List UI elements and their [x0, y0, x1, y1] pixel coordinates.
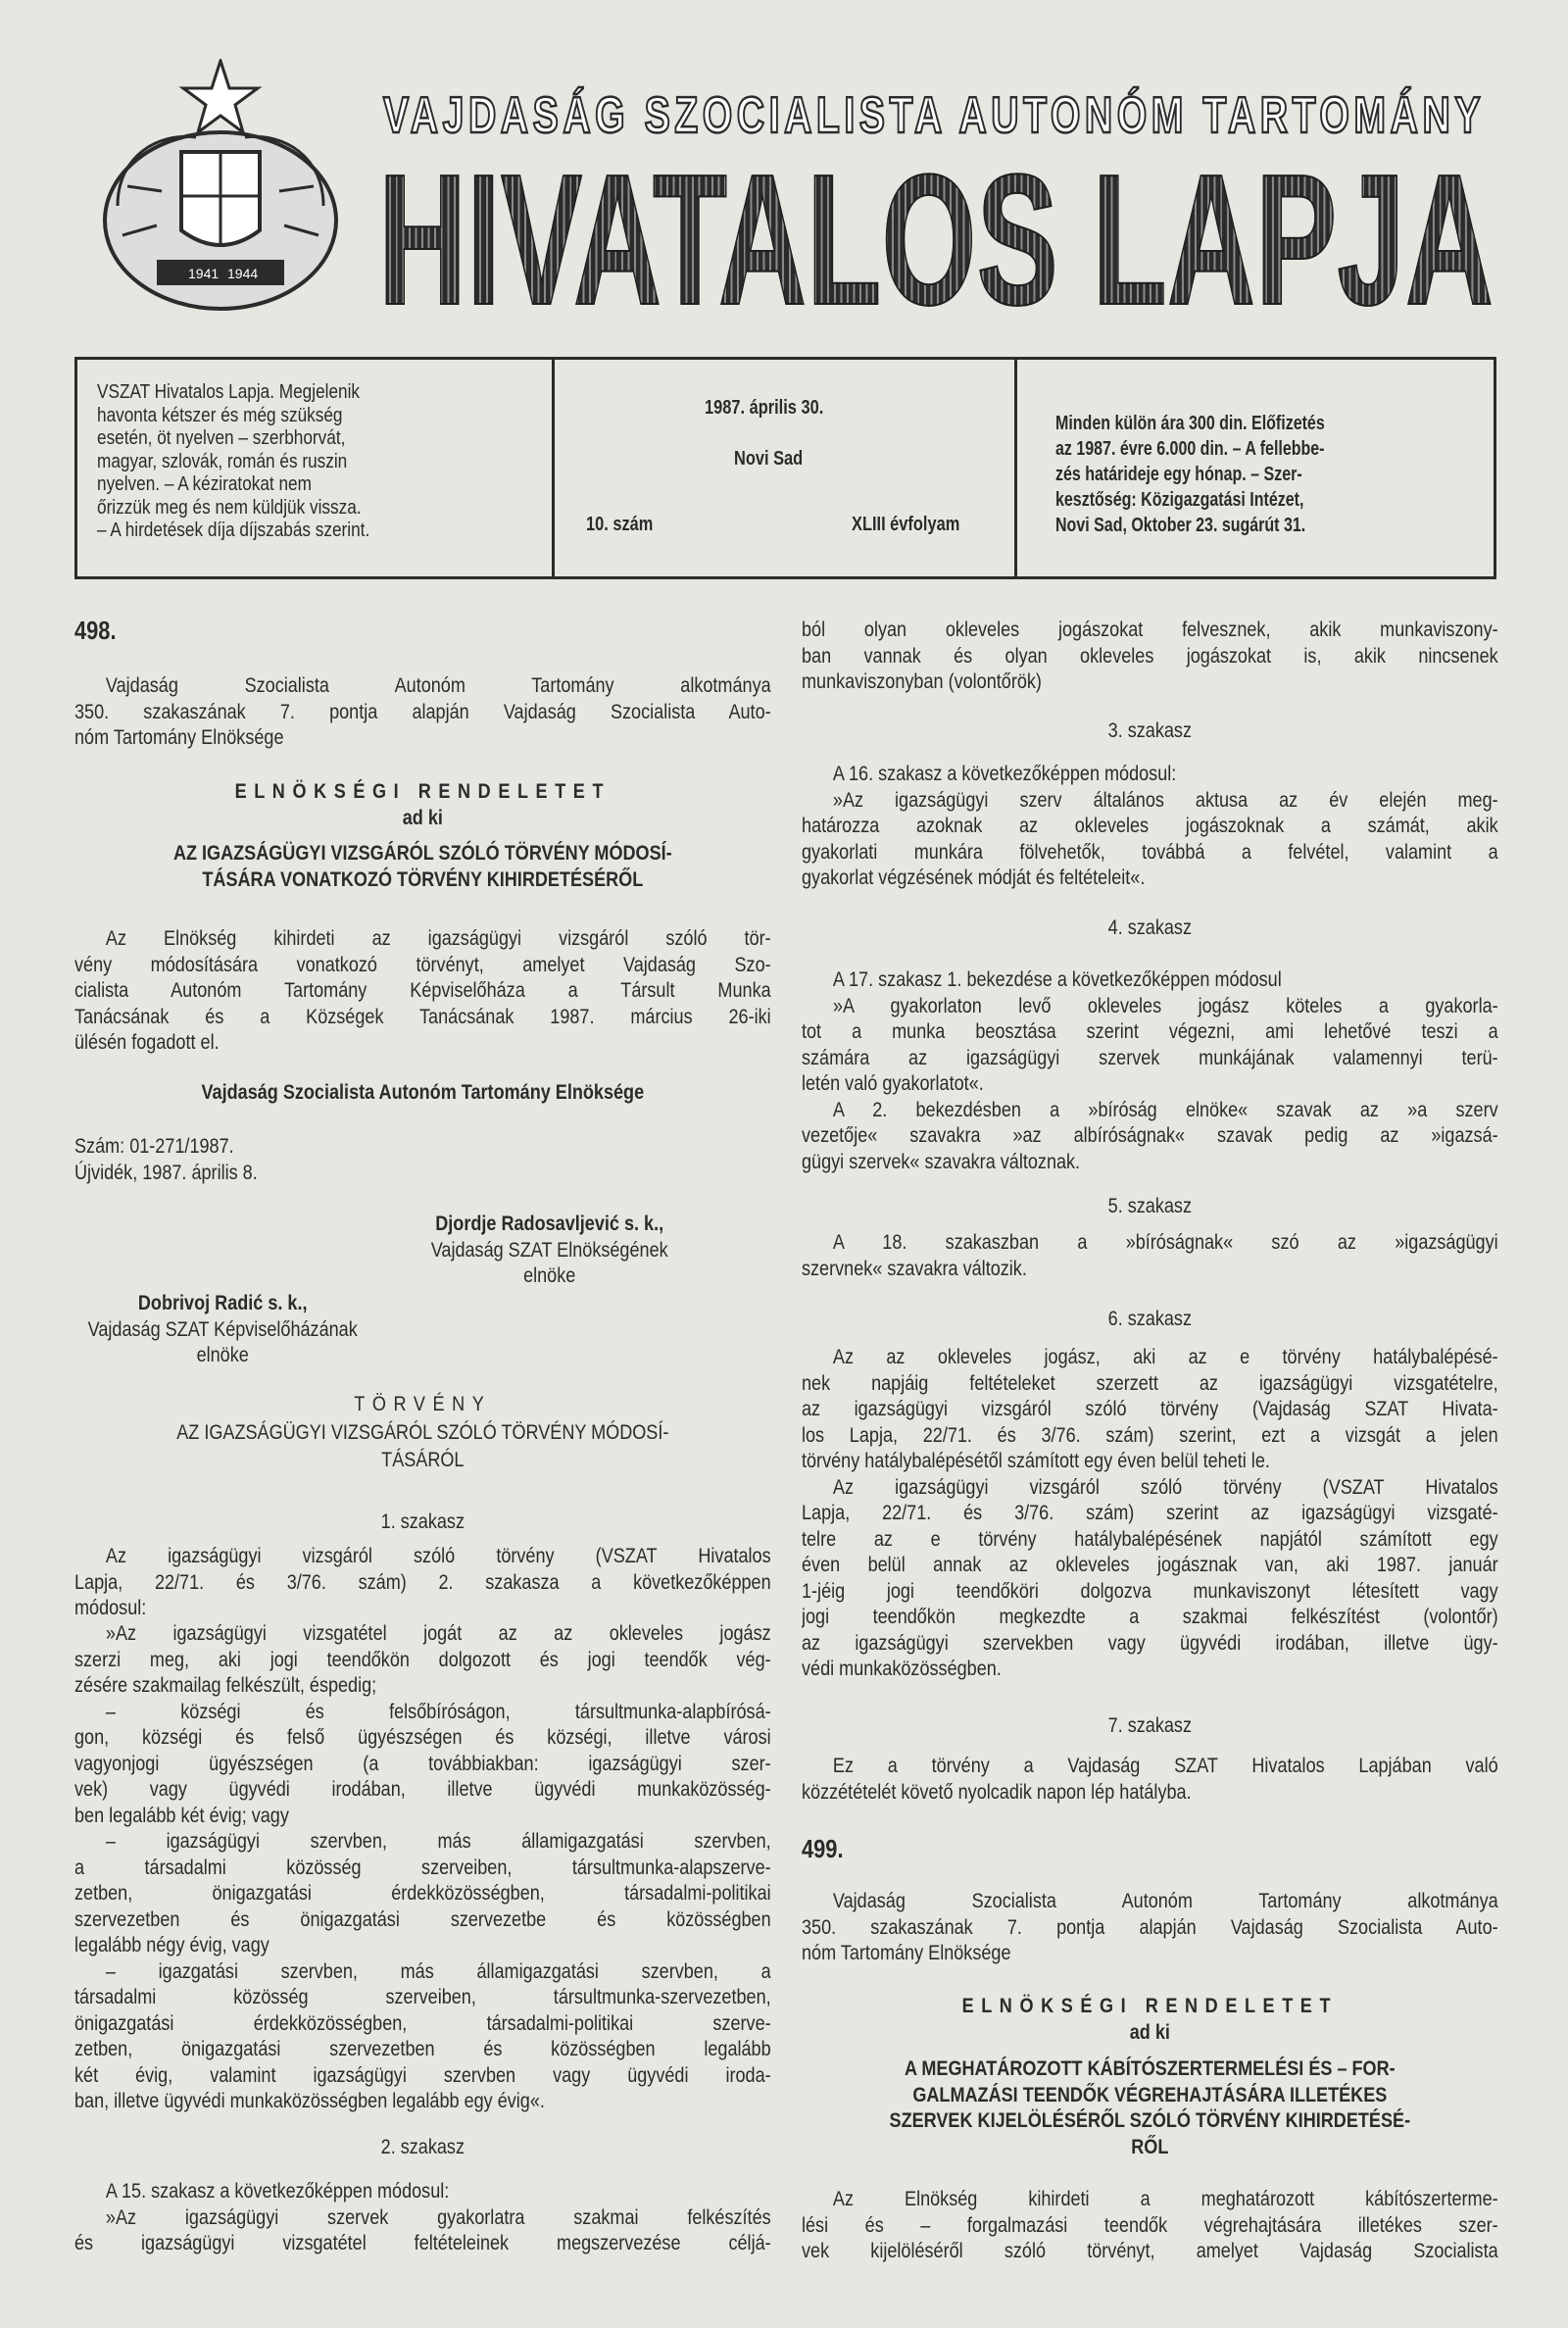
heading	[802, 1306, 1498, 1332]
text-line: »Az igazságügyi vizsgatétel jogát az az okleveles jogász	[105, 1621, 771, 1645]
text-line: AZ IGAZSÁGÜGYI VIZSGÁRÓL SZÓLÓ TÖRVÉNY MÓDOSÍ-	[176, 1419, 669, 1444]
heading	[802, 915, 1498, 941]
text-line: törvény hatálybalépésétől számított egy éven belül teheti le.	[802, 1449, 1270, 1472]
text-line: »Az igazságügyi szervek gyakorlatra szakmai felkészítés	[105, 2204, 771, 2229]
text-paragraphs	[802, 617, 1498, 695]
text-line: 498.	[74, 616, 117, 645]
text-line: védi munkaközösségben.	[802, 1657, 1002, 1680]
volume-number: XLIII évfolyam	[852, 514, 960, 535]
text-line: los Lapja, 22/71. és 3/76. szám) szerint, ezt a vizsgát a jelen	[802, 1422, 1498, 1447]
text-line: Vajdaság Szocialista Autonóm Tartomány Elnöksége	[201, 1080, 645, 1104]
notice-line: VSZAT Hivatalos Lapja. Megjelenik	[97, 381, 361, 403]
heading	[74, 1390, 771, 1474]
text-line: gügyi szervek« szavakra változnak.	[802, 1149, 1081, 1173]
text-line: 499.	[802, 1834, 844, 1863]
text-line: – községi és felsőbíróságon, társultmunka-alapbírósá-	[105, 1699, 771, 1723]
text-line: szervezetben és önigazgatási szervezetbe és közösségben	[74, 1907, 771, 1931]
text-line: szerzi meg, aki jogi teendőkön dolgozott és jogi teendők vég-	[74, 1647, 771, 1671]
signature-block	[74, 1290, 771, 1368]
text-paragraphs	[802, 1229, 1498, 1281]
text-line: ELNÖKSÉGI RENDELETET	[961, 1994, 1339, 2017]
coat-of-arms-emblem	[98, 59, 343, 314]
text-line: letén való gyakorlatot«.	[802, 1071, 984, 1095]
section-number	[802, 1836, 1498, 1862]
text-line: 350. szakaszának 7. pontja alapján Vajdaság Szocialista Auto-	[802, 1914, 1498, 1939]
text-line: gyakorlati munkára fölvehetők, továbbá a felvétel, valamint a	[802, 839, 1498, 864]
text-line: SZERVEK KIJELÖLÉSÉRŐL SZÓLÓ TÖRVÉNY KIHIRDETÉSÉ-	[889, 2108, 1411, 2132]
text-line: RŐL	[1131, 2134, 1169, 2158]
text-line: jogi teendőkön megkezdte a szakmai felkészítést (volontőr)	[802, 1605, 1498, 1628]
heading	[802, 1712, 1498, 1739]
text-line: Az Elnökség kihirdeti a meghatározott kábítószerterme-	[832, 2187, 1498, 2210]
box-divider	[552, 360, 555, 576]
text-paragraphs	[74, 925, 771, 1056]
text-line: – igazgatási szervben, más államigazgatási szervben, a	[105, 1958, 771, 1983]
text-line: Vajdaság Szocialista Autonóm Tartomány alkotmánya	[105, 673, 771, 697]
text-line: vény módosítására vonatkozó törvényt, amelyet Vajdaság Szo-	[74, 952, 771, 976]
text-line: az igazságügyi szervekben vagy ügyvédi irodában, illetve ügy-	[802, 1630, 1498, 1655]
price-line: Minden külön ára 300 din. Előfizetés	[1055, 413, 1325, 434]
text-line: ban, illetve ügyvédi munkaközösségben legalább egy évig«.	[74, 2089, 545, 2112]
notice-line: őrizzük meg és nem küldjük vissza.	[97, 496, 362, 519]
heading	[74, 778, 771, 830]
text-line: Vajdaság SZAT Képviselőházának	[87, 1316, 358, 1341]
text-line: Vajdaság SZAT Elnökségének	[430, 1237, 668, 1262]
text-line: gyakorlat végzésének módját és feltételeit«.	[802, 866, 1146, 889]
text-line: ad ki	[1129, 2019, 1170, 2044]
text-line: nóm Tartomány Elnöksége	[74, 725, 284, 749]
text-line: két évig, valamint igazságügyi szervben vagy ügyvédi iroda-	[74, 2062, 771, 2087]
heading	[802, 2056, 1498, 2159]
text-line: 4. szakasz	[1107, 916, 1192, 939]
text-line: TÁSÁRA VONATKOZÓ TÖRVÉNY KIHIRDETÉSÉRŐL	[202, 867, 644, 891]
text-line: számára az igazságügyi szervek munkájának valamennyi terü-	[802, 1045, 1498, 1069]
text-line: Lapja, 22/71. és 3/76. szám) 2. szakasza a következőképpen	[74, 1569, 771, 1594]
text-line: Az igazságügyi vizsgáról szóló törvény (VSZAT Hivatalos	[832, 1474, 1498, 1499]
text-line: határozza azoknak az okleveles jogászoknak a számát, akik	[802, 814, 1498, 837]
text-line: vezetője« szavakra »az albíróságnak« szavak pedig az »igazsá-	[802, 1123, 1498, 1147]
text-line: a társadalmi közösség szerveiben, társultmunka-alapszerve-	[74, 1855, 771, 1879]
text-line: – igazságügyi szervben, más államigazgatási szervben,	[105, 1829, 771, 1853]
text-paragraphs	[74, 672, 771, 751]
masthead-title: HIVATALOS LAPJA	[378, 136, 1494, 344]
text-line: ad ki	[402, 805, 443, 829]
text-paragraphs	[802, 2186, 1498, 2264]
text-line: zetben, önigazgatási érdekközösségben, társadalmi-politikai	[74, 1881, 771, 1905]
heading	[74, 1509, 771, 1535]
price-line: kesztőség: Közigazgatási Intézet,	[1055, 489, 1304, 511]
section-number	[74, 618, 771, 644]
signature-block	[74, 1211, 771, 1289]
text-line: TÖRVÉNY	[354, 1392, 492, 1415]
notice-line: nyelven. – A kéziratokat nem	[97, 473, 312, 495]
issue-date: 1987. április 30.	[705, 397, 824, 419]
notice-line: magyar, szlovák, román és ruszin	[97, 450, 348, 472]
text-line: Vajdaság Szocialista Autonóm Tartomány alkotmánya	[832, 1889, 1498, 1912]
text-line: Lapja, 22/71. és 3/76. szám) szerint az igazságügyi vizsgaté-	[802, 1501, 1498, 1524]
text-line: Szám: 01-271/1987.	[74, 1134, 234, 1158]
text-line: 7. szakasz	[1107, 1713, 1192, 1737]
heading	[802, 718, 1498, 744]
publication-info-box	[74, 357, 1496, 579]
publication-notice	[97, 381, 369, 543]
masthead-subtitle: VAJDASÁG SZOCIALISTA AUTONÓM TARTOMÁNY	[383, 87, 1485, 144]
text-line: és igazságügyi vizsgatétel feltételeinek megszervezése céljá-	[74, 2231, 771, 2254]
text-line: éven belül annak az okleveles jogásznak van, aki 1987. január	[802, 1553, 1498, 1576]
text-line: Az igazságügyi vizsgáról szóló törvény (VSZAT Hivatalos	[105, 1544, 771, 1567]
notice-line: esetén, öt nyelven – szerbhorvát,	[97, 427, 346, 449]
text-line: 1. szakasz	[380, 1510, 465, 1533]
text-paragraphs	[802, 761, 1498, 891]
text-paragraphs	[802, 1753, 1498, 1805]
text-line: lési és – forgalmazási teendők végrehajtására illetékes szer-	[802, 2212, 1498, 2237]
heading	[74, 2134, 771, 2160]
text-paragraphs	[802, 1344, 1498, 1682]
text-line: tot a munka beosztása szerint végezni, ami lehetővé teszi a	[802, 1019, 1498, 1043]
text-line: 350. szakaszának 7. pontja alapján Vajdaság Szocialista Auto-	[74, 699, 771, 723]
text-line: legalább négy évig, vagy	[74, 1933, 270, 1957]
notice-line: havonta kétszer és még szükség	[97, 404, 343, 426]
text-paragraphs	[802, 966, 1498, 1174]
text-line: 6. szakasz	[1107, 1307, 1192, 1330]
price-and-editorial-info	[1055, 411, 1325, 538]
text-line: nek napjáig feltételeket szerzett az igazságügyi vizsgatételre,	[802, 1370, 1498, 1395]
text-line: ülésén fogadott el.	[74, 1030, 220, 1054]
text-line: szervnek« szavakra változik.	[802, 1256, 1027, 1280]
text-line: Az Elnökség kihirdeti az igazságügyi vizsgáról szóló tör-	[105, 926, 771, 950]
text-line: elnöke	[196, 1343, 249, 1366]
emblem-year-right: 1944	[227, 266, 259, 281]
text-line: telre az e törvény hatálybalépésének napjától számított egy	[802, 1526, 1498, 1551]
text-line: vagyonjogi ügyészségen (a továbbiakban: igazságügyi szer-	[74, 1751, 771, 1775]
text-line: az igazságügyi vizsgáról szóló törvény (Vajdaság SZAT Hivata-	[802, 1397, 1498, 1420]
text-line: A MEGHATÁROZOTT KÁBÍTÓSZERTERMELÉSI ÉS – FOR-	[904, 2056, 1396, 2080]
text-line: ben legalább két évig; vagy	[74, 1803, 289, 1827]
text-line: módosul:	[74, 1596, 147, 1619]
text-line: önigazgatási érdekközösségben, társadalmi-politikai szerve-	[74, 2010, 771, 2035]
price-line: az 1987. évre 6.000 din. – A fellebbe-	[1055, 438, 1325, 460]
heading	[74, 1079, 771, 1106]
text-line: társadalmi közösség szerveiben, társultmunka-szervezetben,	[74, 1985, 771, 2008]
text-line: 2. szakasz	[380, 2135, 465, 2158]
text-line: nóm Tartomány Elnöksége	[802, 1941, 1011, 1964]
signatory-name: Dobrivoj Radić s. k.,	[137, 1291, 308, 1314]
text-line: TÁSÁRÓL	[381, 1448, 465, 1471]
price-line: zés határideje egy hónap. – Szer-	[1055, 464, 1302, 485]
text-line: Ez a törvény a Vajdaság SZAT Hivatalos Lapjában való	[832, 1754, 1498, 1777]
issue-place: Novi Sad	[734, 448, 804, 470]
text-line: ból olyan okleveles jogászokat felvesznek, akik munkaviszony-	[802, 618, 1498, 641]
text-line: A 18. szakaszban a »bíróságnak« szó az »igazságügyi	[832, 1230, 1498, 1254]
text-line: gon, községi és felső ügyészségen és községi, illetve városi	[74, 1725, 771, 1749]
text-line: »A gyakorlaton levő okleveles jogász köteles a gyakorla-	[832, 993, 1498, 1017]
text-line: zetben, önigazgatási szervezetben és közösségben legalább	[74, 2037, 771, 2060]
text-line: zésére szakmailag felkészült, éspedig;	[74, 1673, 377, 1697]
text-line: AZ IGAZSÁGÜGYI VIZSGÁRÓL SZÓLÓ TÖRVÉNY MÓDOSÍ-	[172, 841, 672, 865]
heading	[74, 1133, 771, 1185]
text-paragraphs	[74, 2178, 771, 2256]
signatory-name: Djordje Radosavljević s. k.,	[435, 1212, 664, 1235]
text-line: cialista Autonóm Tartomány Képviselőháza a Társult Munka	[74, 978, 771, 1002]
text-line: A 16. szakasz a következőképpen módosul:	[832, 762, 1177, 785]
text-line: közzétételét követő nyolcadik napon lép hatályba.	[802, 1779, 1192, 1804]
text-line: munkaviszonyban (volontőrök)	[802, 669, 1042, 693]
text-line: A 15. szakasz a következőképpen módosul:	[105, 2179, 450, 2203]
text-line: Újvidék, 1987. április 8.	[74, 1160, 258, 1184]
text-paragraphs	[74, 1543, 771, 1621]
text-line: 3. szakasz	[1107, 718, 1192, 742]
text-line: A 17. szakasz 1. bekezdése a következőképpen módosul	[832, 967, 1282, 991]
text-line: Az az okleveles jogász, aki az e törvény hatálybalépésé-	[832, 1345, 1498, 1368]
text-paragraphs	[802, 1888, 1498, 1966]
text-line: A 2. bekezdésben a »bíróság elnöke« szavak az »a szerv	[832, 1097, 1498, 1121]
text-line: GALMAZÁSI TEENDŐK VÉGREHAJTÁSÁRA ILLETÉKES	[912, 2082, 1388, 2106]
text-line: ELNÖKSÉGI RENDELETET	[234, 779, 612, 803]
price-line: Novi Sad, Oktober 23. sugárút 31.	[1055, 515, 1306, 536]
notice-line: – A hirdetések díja díjszabás szerint.	[97, 520, 370, 541]
heading	[802, 1993, 1498, 2045]
issue-number: 10. szám	[586, 514, 654, 535]
heading	[74, 840, 771, 892]
text-line: »Az igazságügyi szerv általános aktusa az év elején meg-	[832, 787, 1498, 812]
emblem-year-left: 1941	[188, 266, 220, 281]
text-line: vek) vagy ügyvédi irodában, illetve ügyvédi munkaközösség-	[74, 1777, 771, 1801]
text-line: elnöke	[523, 1263, 576, 1287]
heading	[802, 1193, 1498, 1219]
text-line: 1-jéig jogi teendőköri dolgozva munkaviszonyt létesített vagy	[802, 1578, 1498, 1603]
text-line: Tanácsának és a Községek Tanácsának 1987. március 26-iki	[74, 1004, 771, 1028]
text-line: vek kijelöléséről szóló törvényt, amelyet Vajdaság Szocialista	[802, 2239, 1498, 2262]
box-divider	[1014, 360, 1017, 576]
text-line: ban vannak és olyan okleveles jogászokat is, akik nincsenek	[802, 643, 1498, 668]
text-line: 5. szakasz	[1107, 1194, 1192, 1217]
text-paragraphs	[74, 1620, 771, 2114]
